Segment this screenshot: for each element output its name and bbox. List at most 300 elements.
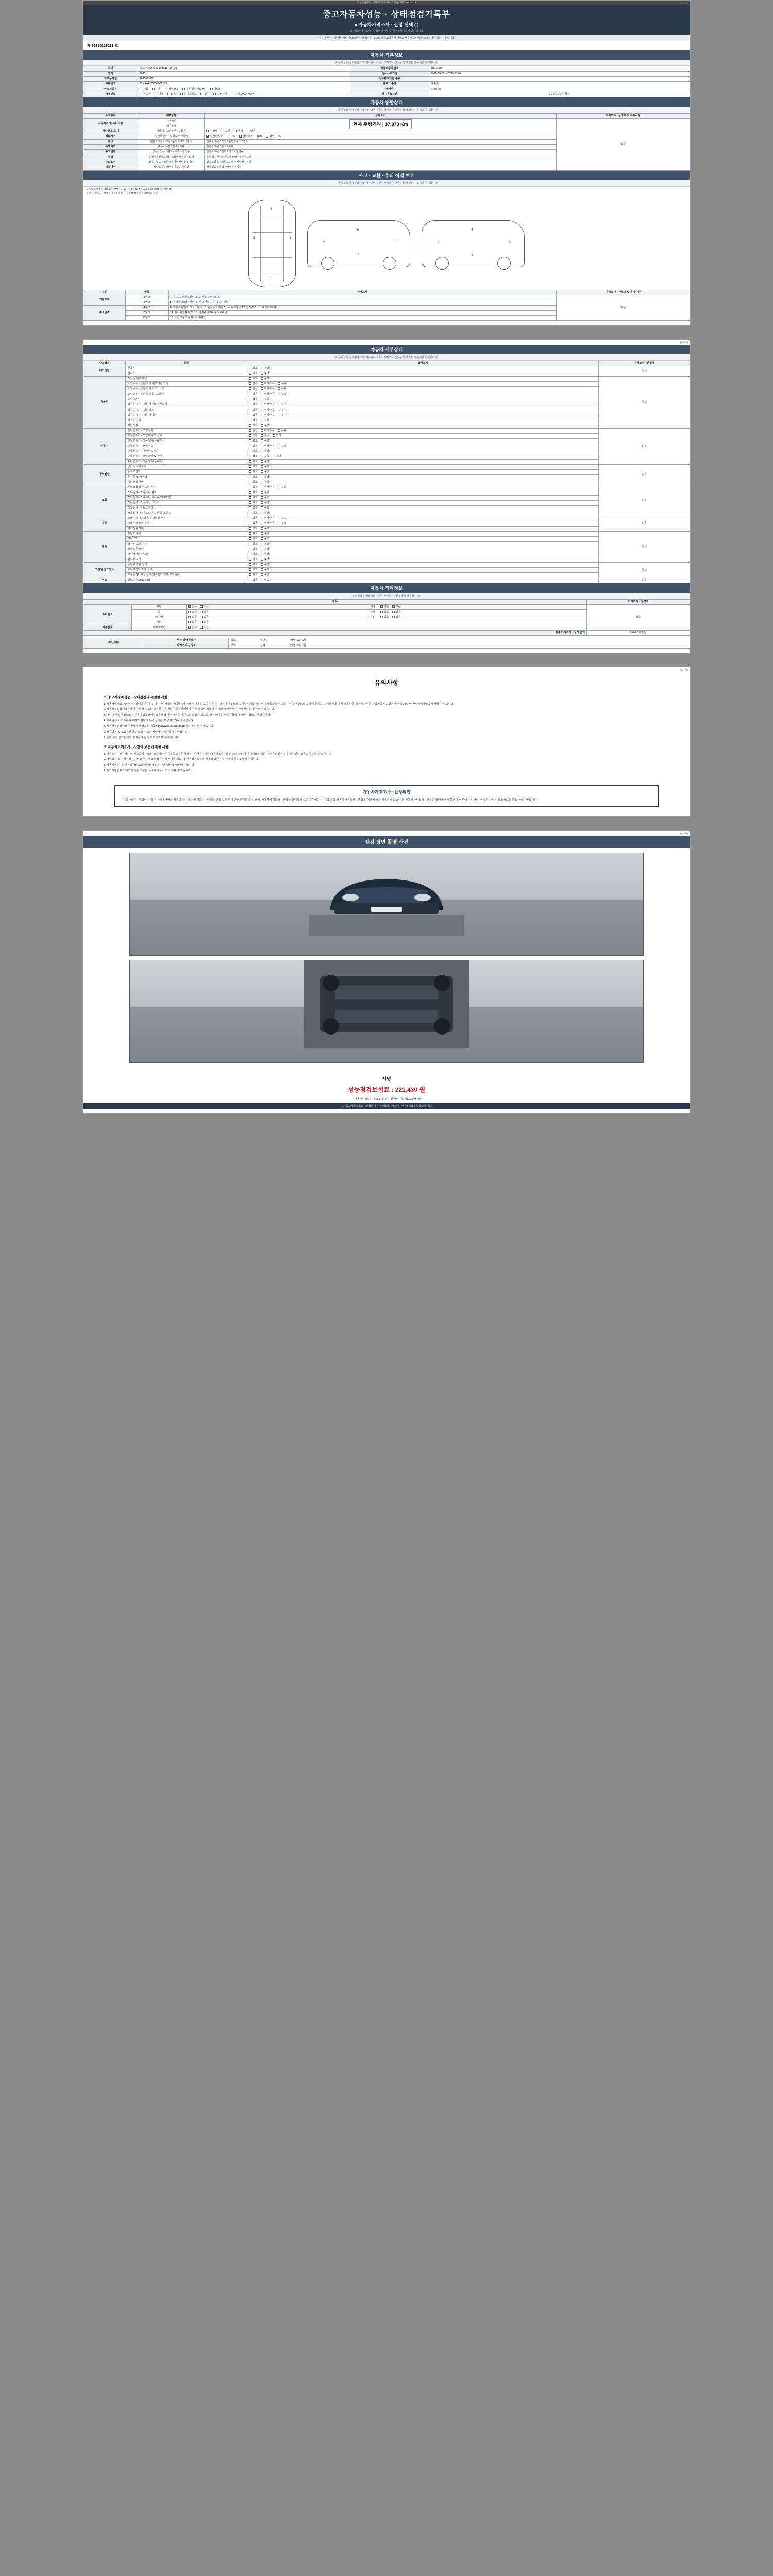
checkbox-5-1-2[interactable] <box>278 522 280 524</box>
checkbox-0-1-0[interactable] <box>249 372 251 375</box>
detail-state-0-0[interactable] <box>247 366 599 371</box>
checkbox-1-5-2[interactable] <box>278 403 280 405</box>
opt-label-0-1-1: 불량 <box>264 372 270 376</box>
detail-state-3-1[interactable] <box>247 469 599 474</box>
checkbox-fuel-lpg[interactable] <box>167 93 170 95</box>
checkbox-1-3-2[interactable] <box>278 393 280 395</box>
checkbox-2-2-1[interactable] <box>261 439 263 442</box>
signature-value-appraiser[interactable]: 상호 : 성명 : (서명 또는 인) <box>229 643 690 649</box>
detail-state-table <box>83 361 690 583</box>
checkbox-2-6-1[interactable] <box>261 460 263 463</box>
checkbox-1-5-0[interactable] <box>249 403 251 405</box>
checkbox-4-4-1[interactable] <box>261 506 263 509</box>
detail-state-8-0[interactable] <box>247 578 599 583</box>
checkbox-6-2-0[interactable] <box>249 543 251 545</box>
checkbox-transmission-cvt[interactable] <box>182 88 185 90</box>
checkbox-4-2-1[interactable] <box>261 496 263 499</box>
page-tag-4: (4/4쪽) <box>680 832 688 835</box>
checkbox-7-0-0[interactable] <box>249 563 251 566</box>
overall-state-usage[interactable]: 없음 / 있음 / 렌트 / 리스 / 영업용 <box>205 150 557 155</box>
opt-label-2-5-1: 부족 <box>264 454 270 458</box>
footer-legal-1: 「 자동차관리법」 제58조 및 같은 법 시행규칙 제120조에 따라 <box>351 1097 422 1101</box>
checkbox-1-6-0[interactable] <box>249 409 251 411</box>
detail-item-1-2: 오일누유 - 실린더 헤드 / 가스켓 <box>126 387 247 392</box>
value-emission-hc: 1pm <box>257 135 262 139</box>
checkbox-fuel-etc[interactable] <box>231 93 233 95</box>
caution2-item-2: 2. 매매업자 또는 성능점검자는 보증기간 또는 보증거리 이내에 성능 · 상태점검기록부의 기재와 다른 경우 수리비용을 보상해야 합니다. <box>104 758 259 761</box>
detail-state-7-2[interactable] <box>247 573 599 578</box>
opt-fuel-ev: 전기 <box>204 93 210 96</box>
checkbox-1-6-2[interactable] <box>278 409 280 411</box>
detail-item-1-5: 냉각수 누수 - 실린더 헤드 / 가스켓 <box>126 402 247 408</box>
checkbox-nav-none[interactable] <box>188 626 191 629</box>
accident-rank-1: 1랭크 <box>126 295 168 300</box>
detail-state-3-3[interactable] <box>247 480 599 485</box>
detail-state-5-1[interactable] <box>247 521 599 526</box>
opt-label-6-1-0: 양호 <box>252 537 258 540</box>
accident-th-state: 상태표시 <box>168 290 556 295</box>
checkbox-wheel-yes[interactable] <box>200 611 203 613</box>
checkbox-1-9-0[interactable] <box>249 424 251 427</box>
checkbox-3-3-1[interactable] <box>261 481 263 483</box>
detail-state-2-3[interactable] <box>247 444 599 449</box>
checkbox-exterior-yes[interactable] <box>200 605 203 608</box>
checkbox-plate-damage[interactable] <box>247 130 249 132</box>
checkbox-wheel-none[interactable] <box>188 611 191 613</box>
detail-state-1-4[interactable] <box>247 397 599 402</box>
checkbox-transmission-auto[interactable] <box>140 88 142 90</box>
opt-label-1-9-1: 불량 <box>264 423 270 427</box>
checkbox-1-2-1[interactable] <box>261 387 263 390</box>
checkbox-plate-original[interactable] <box>206 130 209 132</box>
opt-label-2-5-0: 적정 <box>252 454 258 458</box>
checkbox-4-3-0[interactable] <box>249 501 251 504</box>
checkbox-1-8-1[interactable] <box>261 419 263 421</box>
caution2-item-1: 1. 가격조사 · 산정자는 이에 보증기간 또는 보증거리 이내에 중고자동차 성능 · 상태점검기록부(가격조사 · 산정 부분 포함)의 기재내용과 다른 사항이 발견된 경우 매수인은 보증을 청구할 수 있습니다. <box>104 752 332 756</box>
checkbox-7-2-1[interactable] <box>261 573 263 576</box>
overall-item-plate: 원상태 / 교환 / 부식 / 훼손 <box>138 129 204 134</box>
checkbox-2-5-2[interactable] <box>273 455 275 457</box>
detail-state-2-4[interactable] <box>247 449 599 454</box>
overall-item-recall: 해당없음 / 해당 / 이행 / 미이행 <box>138 165 204 171</box>
checkbox-4-0-1[interactable] <box>261 486 263 488</box>
caution-item-6: 6. 보증범위 및 보증기간 등은 보증서 또는 계약서를 확인하시기 바랍니다. <box>104 730 189 734</box>
checkbox-6-3-1[interactable] <box>261 548 263 550</box>
checkbox-1-0-1[interactable] <box>261 377 263 380</box>
checkbox-5-1-1[interactable] <box>261 522 263 524</box>
overall-group-recall: 리콜대상 <box>83 165 138 171</box>
opt-label-1-3-1: 미세누유 <box>264 393 275 396</box>
detail-state-5-0[interactable] <box>247 516 599 521</box>
overall-state-recall[interactable]: 해당없음 / 해당 / 이행 / 미이행 <box>205 165 557 171</box>
value-fuel[interactable] <box>138 92 350 97</box>
checkbox-6-4-1[interactable] <box>261 553 263 555</box>
opt-label-1-0-0: 양호 <box>252 377 258 381</box>
detail-item-4-0: 동력조향 작동 오일 누유 <box>126 485 247 490</box>
photo-gallery <box>83 848 690 1072</box>
checkbox-6-3-0[interactable] <box>249 548 251 550</box>
detail-item-1-7: 냉각수 누수 - 라디에이터 <box>126 413 247 418</box>
accident-rank-b: B랭크 <box>126 311 168 316</box>
signature-value-inspector[interactable]: 상호 : 성명 : (서명 또는 인) <box>229 638 690 643</box>
checkbox-6-1-0[interactable] <box>249 537 251 540</box>
label-year: 연식 <box>83 72 138 77</box>
inspection-insurance-fee: 성능점검보험료 : 221,430 원 <box>347 1086 426 1093</box>
detail-state-5-2[interactable] <box>247 526 599 531</box>
checkbox-1-1-0[interactable] <box>249 382 251 385</box>
checkbox-2-1-2[interactable] <box>273 434 275 437</box>
checkbox-4-5-0[interactable] <box>249 512 251 514</box>
opt-label-0-0-1: 불량 <box>264 367 270 370</box>
checkbox-4-5-1[interactable] <box>261 512 263 514</box>
detail-state-6-2[interactable] <box>247 541 599 547</box>
detail-state-3-2[interactable] <box>247 474 599 480</box>
table-row <box>83 516 690 521</box>
opt-label-1-4-0: 적정 <box>252 398 258 401</box>
checkbox-0-0-0[interactable] <box>249 367 251 369</box>
opt-label-6-3-0: 양호 <box>252 547 258 551</box>
detail-state-1-2[interactable] <box>247 387 599 392</box>
detail-state-2-1[interactable] <box>247 433 599 438</box>
opt-label-1-1-2: 누유 <box>281 382 287 386</box>
checkbox-1-7-0[interactable] <box>249 414 251 416</box>
detail-state-1-7[interactable] <box>247 413 599 418</box>
checkbox-2-3-1[interactable] <box>261 445 263 447</box>
opt-label-0-1-0: 양호 <box>252 372 258 376</box>
opt-label-4-2-1: 불량 <box>264 496 270 499</box>
checkbox-2-3-2[interactable] <box>278 445 280 447</box>
checkbox-7-0-1[interactable] <box>261 563 263 566</box>
detail-th-group: 주요장치 <box>83 361 126 366</box>
checkbox-3-1-1[interactable] <box>261 470 263 473</box>
checkbox-1-2-0[interactable] <box>249 387 251 390</box>
opt-label-1-3-2: 누유 <box>281 393 287 396</box>
value-inspection-period: 2025-03-08 ~ 2030-03-07 <box>429 72 690 77</box>
overall-state-special[interactable]: 없음 / 있음 / 침수 / 화재 <box>205 145 557 150</box>
detail-state-4-4[interactable] <box>247 505 599 511</box>
opt-label-2-1-0: 적정 <box>252 434 258 437</box>
checkbox-8-0-1[interactable] <box>261 579 263 581</box>
form-legal-tag: 자동차관리법 시행규칙 [별지 제82호의3] <개정 2020.1.1.> <box>83 1 690 5</box>
checkbox-8-0-0[interactable] <box>249 579 251 581</box>
others-state-wheel[interactable]: 없음 있음 <box>187 610 368 615</box>
opt-label-6-4-1: 불량 <box>264 552 270 556</box>
checkbox-2-4-1[interactable] <box>261 450 263 452</box>
photos-title: 점검 장면 촬영 사진 <box>83 836 690 848</box>
checkbox-5-0-0[interactable] <box>249 517 251 519</box>
checkbox-2-0-2[interactable] <box>278 429 280 432</box>
overall-group-options: 주요옵션 <box>83 160 138 165</box>
checkbox-2-6-0[interactable] <box>249 460 251 463</box>
checkbox-4-1-0[interactable] <box>249 491 251 494</box>
section-basic-title: 자동차 기본정보 <box>83 50 690 60</box>
checkbox-5-0-1[interactable] <box>261 517 263 519</box>
detail-state-1-9[interactable] <box>247 423 599 428</box>
checkbox-1-9-1[interactable] <box>261 424 263 427</box>
footer-legal-2: [ 1 ] 중고자동차성능 · 상태를 점검, [ 자동차가격조사 · 산정 ] 하였음을 확인합니다. <box>83 1103 690 1109</box>
checkbox-transmission-semi[interactable] <box>165 88 167 90</box>
checkbox-1-3-0[interactable] <box>249 393 251 395</box>
checkbox-6-5-1[interactable] <box>261 558 263 561</box>
checkbox-2-5-0[interactable] <box>249 455 251 457</box>
checkbox-6-1-1[interactable] <box>261 537 263 540</box>
overall-item-special: 없음 / 있음 / 침수 / 화재 <box>138 145 204 150</box>
overall-group-color: 색상 <box>83 155 138 160</box>
checkbox-tire-yes[interactable] <box>200 616 203 618</box>
checkbox-transmission-other[interactable] <box>210 88 213 90</box>
checkbox-7-1-0[interactable] <box>249 568 251 571</box>
detail-state-6-4[interactable] <box>247 552 599 557</box>
value-transmission[interactable] <box>138 87 350 92</box>
checkbox-3-0-1[interactable] <box>261 465 263 468</box>
detail-item-4-2: 작동상태 - 스티어링 기어(MDPS포함) <box>126 495 247 500</box>
checkbox-4-3-1[interactable] <box>261 501 263 504</box>
checkbox-3-1-0[interactable] <box>249 470 251 473</box>
checkbox-1-1-1[interactable] <box>261 382 263 385</box>
checkbox-fuel-ev[interactable] <box>200 93 203 95</box>
checkbox-plate-corrosion[interactable] <box>234 130 237 132</box>
checkbox-1-0-0[interactable] <box>249 377 251 380</box>
checkbox-4-1-1[interactable] <box>261 491 263 494</box>
opt-label-3-0-1: 불량 <box>264 465 270 468</box>
checkbox-6-0-0[interactable] <box>249 532 251 535</box>
value-plate: 106구7011 <box>429 66 690 72</box>
others-state-exterior[interactable]: 없음 있음 <box>187 605 368 610</box>
detail-state-3-0[interactable] <box>247 464 599 469</box>
checkbox-4-0-2[interactable] <box>278 486 280 488</box>
checkbox-5-1-0[interactable] <box>249 522 251 524</box>
detail-item-4-5: 작동상태 - 타이로드엔드 및 볼 조인트 <box>126 511 247 516</box>
checkbox-plate-replaced[interactable] <box>222 130 224 132</box>
detail-state-7-1[interactable] <box>247 567 599 572</box>
value-car-name: 렉서스 LM350H ROYAL (4인승) <box>138 66 350 72</box>
checkbox-emission-smoke[interactable] <box>266 135 268 138</box>
others-item-polish: 광택 <box>370 611 376 614</box>
detail-state-6-5[interactable] <box>247 557 599 562</box>
overall-state-color[interactable]: 무변경 / 전체도색 / 색상변경 / 부분도색 <box>205 155 557 160</box>
overall-state-emission[interactable]: 일산화탄소 0.01 % 탄화수소 1pm 매연 % <box>205 134 557 140</box>
checkbox-0-1-1[interactable] <box>261 372 263 375</box>
signature-label: 서명 <box>382 1076 391 1081</box>
detail-state-1-1[interactable] <box>247 382 599 387</box>
caution2-item-3: 3. 자동차성능 · 상태점검자의 보증범위와 내용은 관련 법령 및 약관에 따릅니다. <box>104 764 195 767</box>
detail-item-6-3: 실내송풍 모터 <box>126 547 247 552</box>
opt-label-5-1-0: 없음 <box>252 521 258 525</box>
checkbox-interior-yes[interactable] <box>392 605 395 608</box>
opt-label-5-0-1: 미세누유 <box>264 516 275 520</box>
checkbox-polish-yes[interactable] <box>392 611 395 613</box>
opt-fuel-gasoline: 가솔린 <box>143 93 151 96</box>
opt-label-1-5-2: 누수 <box>281 403 287 406</box>
detail-state-4-0[interactable] <box>247 485 599 490</box>
checkbox-2-0-0[interactable] <box>249 429 251 432</box>
opt-label-6-4-0: 양호 <box>252 552 258 556</box>
checkbox-1-7-1[interactable] <box>261 414 263 416</box>
caution-item-5: 5. 자동차성능상태점검자에 대한 정보는 자동차365(www.car365.go.kr)에서 확인할 수 있습니다. <box>104 724 214 728</box>
caution-item-4: 4. 매수인은 이 기록부의 내용과 실제 자동차 상태를 직접 확인하시기 바랍니다. <box>104 719 194 723</box>
detail-state-4-1[interactable] <box>247 490 599 495</box>
checkbox-7-1-1[interactable] <box>261 568 263 571</box>
checkbox-3-2-0[interactable] <box>249 476 251 478</box>
others-state-tire[interactable]: 없음 있음 <box>187 615 368 620</box>
checkbox-1-6-1[interactable] <box>261 409 263 411</box>
detail-state-4-5[interactable] <box>247 511 599 516</box>
checkbox-6-4-0[interactable] <box>249 553 251 555</box>
overall-group-special: 특별이력 <box>83 145 138 150</box>
section-accident-title: 사고 · 교환 · 수리 이력 여부 <box>83 171 690 180</box>
header-sub-item: 세부항목 <box>138 114 204 119</box>
others-state-etc[interactable]: 없음 있음 <box>187 620 587 625</box>
section-overall-title: 자동차 종합상태 <box>83 97 690 107</box>
sheet-3 <box>82 667 691 817</box>
overall-state-plate[interactable]: 원상태 교환 부식 훼손 <box>205 129 557 134</box>
opt-label-2-4-1: 불량 <box>264 449 270 453</box>
checkbox-1-2-2[interactable] <box>278 387 280 390</box>
overall-state-tuning[interactable]: 없음 / 있음 / 적법 / 불법 / 구조 / 장치 <box>205 140 557 145</box>
others-item-interior-wrap: 내장 없음 있음 <box>368 605 587 610</box>
checkbox-glass-none[interactable] <box>380 616 383 618</box>
checkbox-6-2-1[interactable] <box>261 543 263 545</box>
checkbox-etc-none[interactable] <box>188 621 191 623</box>
checkbox-4-0-0[interactable] <box>249 486 251 488</box>
checkbox-2-0-1[interactable] <box>261 429 263 432</box>
accident-legend-1: ※ 상태표시 부호 : X (교환), W (판금 또는 용접), C (부식), A (흠집), U (요철), T (손상) <box>86 188 172 191</box>
detail-note-6: 없음 <box>599 531 690 562</box>
opt-label-7-2-1: 불량 <box>264 573 270 577</box>
detail-state-1-5[interactable] <box>247 402 599 408</box>
checkbox-etc-yes[interactable] <box>200 621 203 623</box>
detail-state-1-3[interactable] <box>247 392 599 397</box>
detail-state-1-6[interactable] <box>247 408 599 413</box>
checkbox-fuel-hydrogen[interactable] <box>213 93 216 95</box>
sheet-1 <box>82 0 691 326</box>
checkbox-2-5-1[interactable] <box>261 455 263 457</box>
detail-state-6-1[interactable] <box>247 536 599 541</box>
detail-state-2-6[interactable] <box>247 459 599 464</box>
checkbox-fuel-diesel[interactable] <box>155 93 157 95</box>
overall-group-usage: 용도변경 <box>83 150 138 155</box>
checkbox-6-0-1[interactable] <box>261 532 263 535</box>
checkbox-2-1-0[interactable] <box>249 434 251 437</box>
detail-state-0-1[interactable] <box>247 371 599 377</box>
opt-label-5-1-1: 미세누유 <box>264 521 275 525</box>
value-fuel-type: 가솔린 <box>429 82 690 87</box>
opt-label-1-2-2: 누유 <box>281 387 287 391</box>
checkbox-1-4-1[interactable] <box>261 398 263 400</box>
detail-item-6-1: 시동 모터 <box>126 536 247 541</box>
caution-item-2: 2. 자동차성능상태점검자가 거짓 점검 또는 고지한 경우에는 자동차관리법에 따라 벌칙이 적용될 수 있으며, 매수인은 손해배상을 청구할 수 있습니다. <box>104 708 275 711</box>
checkbox-tire-none[interactable] <box>188 616 191 618</box>
detail-state-2-2[interactable] <box>247 438 599 444</box>
checkbox-3-3-0[interactable] <box>249 481 251 483</box>
detail-state-2-5[interactable] <box>247 454 599 459</box>
page-tag-1: (1/4쪽) <box>680 2 688 5</box>
car-side-view-right: 2 6 7 5 <box>422 220 525 267</box>
opt-label-4-0-1: 미세누유 <box>264 485 275 489</box>
checkbox-emission-hc[interactable] <box>239 135 242 138</box>
detail-state-7-0[interactable] <box>247 562 599 567</box>
detail-state-1-0[interactable] <box>247 377 599 382</box>
detail-state-6-0[interactable] <box>247 531 599 536</box>
checkbox-5-0-2[interactable] <box>278 517 280 519</box>
checkbox-3-0-0[interactable] <box>249 465 251 468</box>
detail-state-6-3[interactable] <box>247 547 599 552</box>
table-row <box>83 531 690 536</box>
document-note: ※ 자동차가격조사 · 산정선택 여부에 따라 작성여부가 달라집니다 <box>350 30 423 33</box>
detail-state-2-0[interactable] <box>247 428 599 433</box>
checkbox-5-2-1[interactable] <box>261 527 263 530</box>
checkbox-6-5-0[interactable] <box>249 558 251 561</box>
checkbox-2-1-1[interactable] <box>261 434 263 437</box>
value-emission-smoke: % <box>278 135 281 139</box>
checkbox-fuel-hybrid[interactable] <box>180 93 183 95</box>
checkbox-2-3-0[interactable] <box>249 445 251 447</box>
opt-label-1-4-1: 부족 <box>264 398 270 401</box>
opt-fuel-lpg: LPG <box>171 93 177 96</box>
opt-label-2-6-1: 불량 <box>264 460 270 463</box>
checkbox-1-5-1[interactable] <box>261 403 263 405</box>
checkbox-5-2-0[interactable] <box>249 527 251 530</box>
opt-label-8-0-0: 없음 <box>252 579 258 582</box>
checkbox-fuel-gasoline[interactable] <box>140 93 142 95</box>
detail-item-3-2: 추진축 및 베어링 <box>126 474 247 480</box>
opt-label-5-0-0: 없음 <box>252 516 258 520</box>
accident-th-item: 항목 <box>126 290 168 295</box>
others-state-nav[interactable]: 없음 있음 <box>187 625 587 631</box>
opt-label-7-1-1: 불량 <box>264 568 270 571</box>
checkbox-2-2-0[interactable] <box>249 439 251 442</box>
checkbox-0-0-1[interactable] <box>261 367 263 369</box>
checkbox-1-8-0[interactable] <box>249 419 251 421</box>
checkbox-1-1-2[interactable] <box>278 382 280 385</box>
detail-th-price: 가격조사 · 산정액 <box>599 361 690 366</box>
checkbox-2-4-0[interactable] <box>249 450 251 452</box>
checkbox-nav-yes[interactable] <box>200 626 203 629</box>
checkbox-1-3-1[interactable] <box>261 393 263 395</box>
checkbox-interior-none[interactable] <box>380 605 383 608</box>
checkbox-3-2-1[interactable] <box>261 476 263 478</box>
detail-state-4-3[interactable] <box>247 500 599 505</box>
detail-state-1-8[interactable] <box>247 418 599 423</box>
checkbox-1-4-0[interactable] <box>249 398 251 400</box>
checkbox-transmission-manual[interactable] <box>152 88 155 90</box>
overall-state-options[interactable]: 없음 / 있음 / 선루프 / 내비게이션 / 기타 <box>205 160 557 165</box>
opt-label-6-3-1: 불량 <box>264 547 270 551</box>
checkbox-4-4-0[interactable] <box>249 506 251 509</box>
detail-note-8: 없음 <box>599 578 690 583</box>
opt-label-7-0-1: 불량 <box>264 563 270 566</box>
checkbox-polish-none[interactable] <box>380 611 383 613</box>
checkbox-exterior-none[interactable] <box>188 605 191 608</box>
checkbox-7-2-0[interactable] <box>249 573 251 576</box>
detail-item-2-4: 수동변속기 - 기어변속장치 <box>126 449 247 454</box>
opt-fuel-etc: 기타(LPG+가솔린) <box>234 93 257 96</box>
checkbox-4-2-0[interactable] <box>249 496 251 499</box>
detail-item-3-3: 디퍼렌셜 기어 <box>126 480 247 485</box>
detail-state-4-2[interactable] <box>247 495 599 500</box>
caution-item-3: 3. 이 기록부의 점검내용은 자동차성능상태점검자가 점검한 시점을 기준으로 작성된 것으로, 점검 이후의 변동사항에 대해서는 책임지지 않습니다. <box>104 714 271 717</box>
signature-label-appraiser: 가격조사·산정자 <box>144 643 229 649</box>
accident-legend-2: ※ 하단 상태표시 항목은 가격조사·산정 기재 대상이 된 상태항목과 동일 <box>86 192 158 195</box>
detail-group-1: 원동기 <box>83 377 126 428</box>
checkbox-emission-co[interactable] <box>206 135 209 138</box>
value-emission-co: 0.01 % <box>226 135 236 139</box>
detail-group-0: 자기진단 <box>83 366 126 377</box>
checkbox-glass-yes[interactable] <box>392 616 395 618</box>
detail-item-8-0: 연료누출(LPG포함) <box>126 578 247 583</box>
opt-transmission-other: 기타( ) <box>213 88 222 91</box>
checkbox-1-7-2[interactable] <box>278 414 280 416</box>
